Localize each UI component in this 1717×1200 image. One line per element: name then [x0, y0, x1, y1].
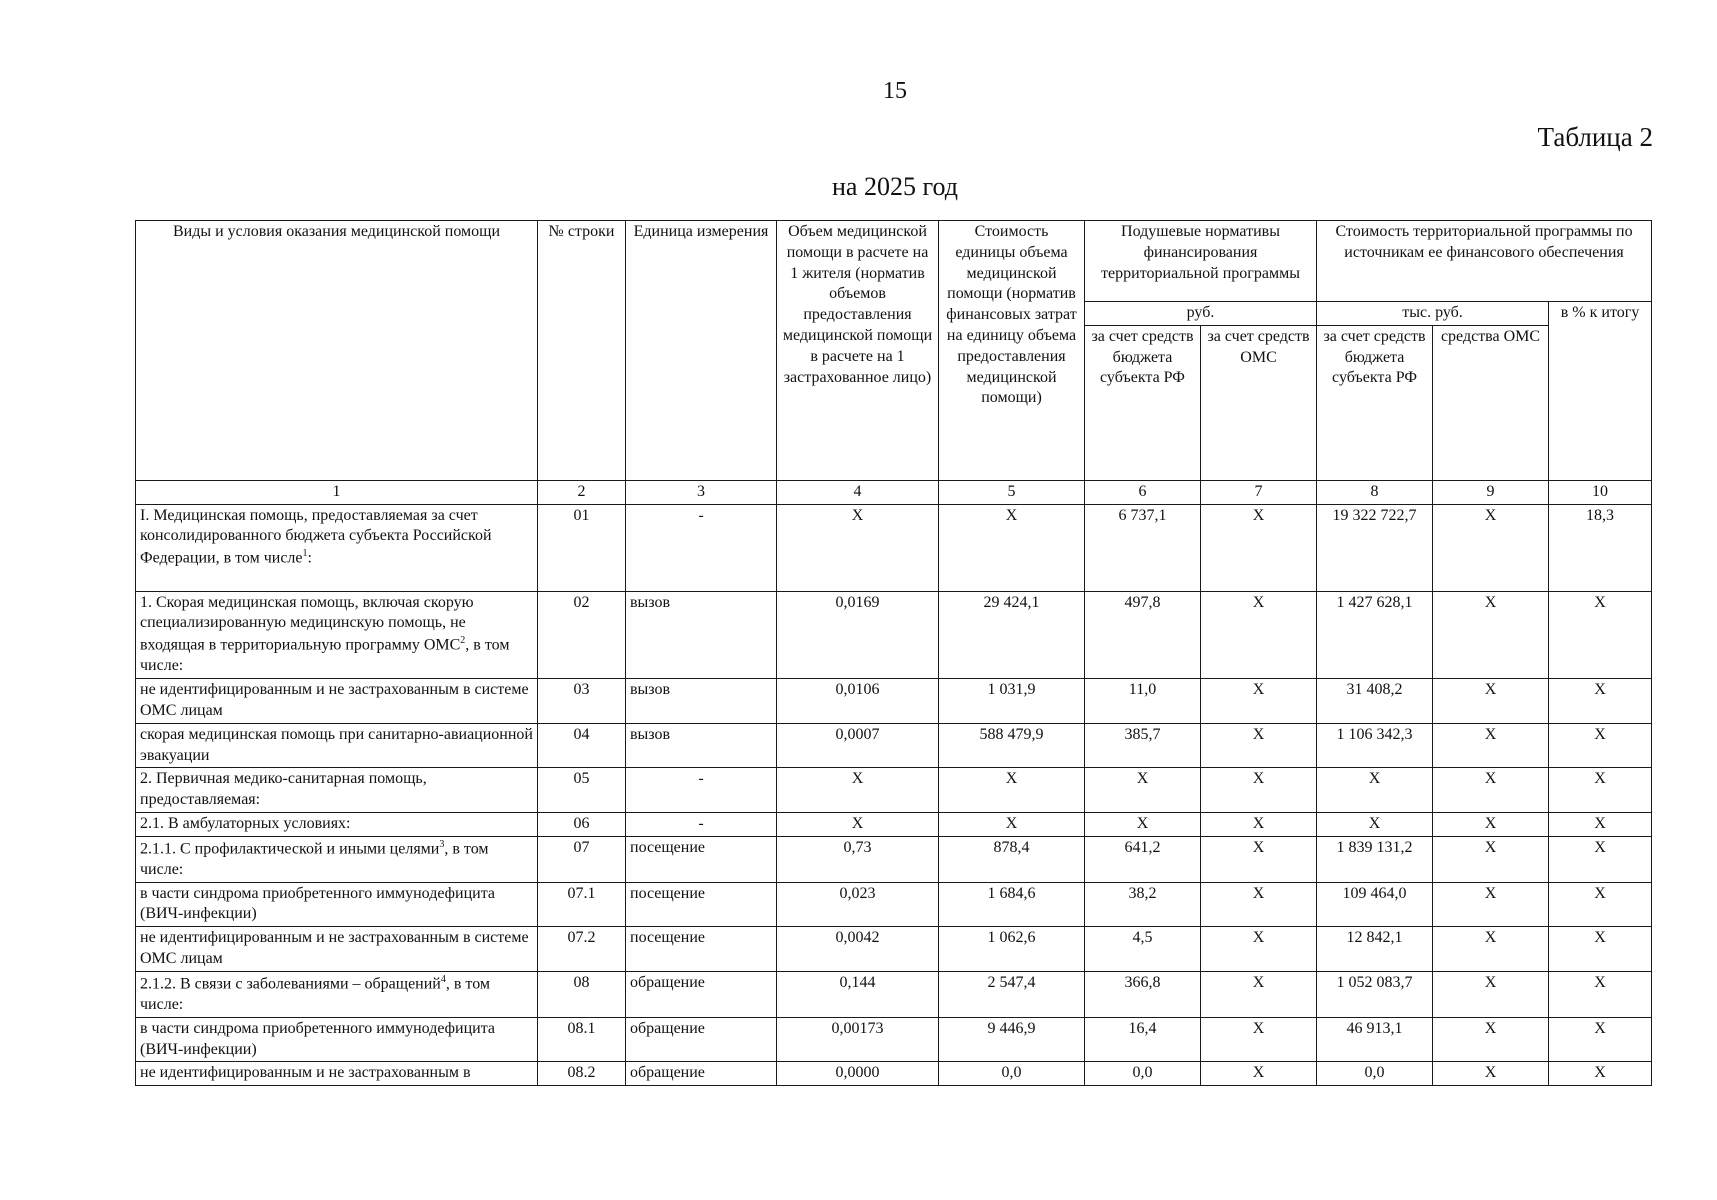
row-number: 07.2 [538, 927, 626, 972]
cell-percent: X [1549, 971, 1652, 1017]
cell-norm-oms: X [1201, 723, 1317, 768]
cell-cost-oms: X [1433, 723, 1549, 768]
cell-volume: 0,00173 [777, 1017, 939, 1062]
cell-percent: X [1549, 882, 1652, 927]
cell-norm-budget: 6 737,1 [1085, 504, 1201, 591]
cell-norm-budget: 366,8 [1085, 971, 1201, 1017]
cell-cost-budget: 0,0 [1317, 1062, 1433, 1086]
cell-norm-oms: X [1201, 768, 1317, 813]
row-name-tail: , в том числе: [140, 975, 491, 1013]
row-number: 08 [538, 971, 626, 1017]
row-number: 08.2 [538, 1062, 626, 1086]
header-row-number: № строки [538, 221, 626, 481]
cell-volume: 0,0007 [777, 723, 939, 768]
cell-cost-oms: X [1433, 1062, 1549, 1086]
row-name [136, 1062, 538, 1086]
header-rub: руб. [1085, 302, 1317, 326]
row-unit: посещение [626, 927, 777, 972]
cell-cost-budget: 31 408,2 [1317, 679, 1433, 724]
cell-unit-cost: X [939, 768, 1085, 813]
cell-volume: 0,73 [777, 836, 939, 882]
row-unit: обращение [626, 1017, 777, 1062]
cell-unit-cost: 1 062,6 [939, 927, 1085, 972]
cell-norm-oms: X [1201, 927, 1317, 972]
row-name-text: не идентифицированным и не застрахованным в системе ОМС лицам [140, 929, 529, 967]
header-percent-total: в % к итогу [1549, 302, 1652, 481]
table-row [136, 882, 1652, 927]
cell-cost-oms: X [1433, 1017, 1549, 1062]
cell-cost-budget: 19 322 722,7 [1317, 504, 1433, 591]
cell-unit-cost: 878,4 [939, 836, 1085, 882]
header-volume: Объем медицинской помощи в расчете на 1 жителя (норматив объемов предоставления медицинской помощи в расчете на 1 застрахованное лицо) [777, 221, 939, 481]
cell-unit-cost: 1 684,6 [939, 882, 1085, 927]
row-name [136, 591, 538, 679]
cell-norm-oms: X [1201, 971, 1317, 1017]
row-number: 07.1 [538, 882, 626, 927]
cell-unit-cost: X [939, 504, 1085, 591]
row-name [136, 927, 538, 972]
cell-norm-oms: X [1201, 504, 1317, 591]
table-body [136, 504, 1652, 1086]
row-name-tail: , в том числе: [140, 636, 510, 675]
cell-cost-oms: X [1433, 836, 1549, 882]
cell-volume: 0,144 [777, 971, 939, 1017]
cell-norm-oms: X [1201, 836, 1317, 882]
row-name [136, 504, 538, 591]
row-number: 04 [538, 723, 626, 768]
row-name-text: в части синдрома приобретенного иммунодефицита (ВИЧ-инфекции) [140, 884, 495, 923]
cell-percent: X [1549, 768, 1652, 813]
cell-cost-budget: 46 913,1 [1317, 1017, 1433, 1062]
cell-cost-budget: X [1317, 812, 1433, 836]
row-name-text: 2.1.1. С профилактической и иными целями [140, 840, 440, 858]
row-name-text: скорая медицинская помощь при санитарно-авиационной эвакуации [140, 725, 533, 764]
column-number-3: 3 [626, 480, 777, 504]
table-row [136, 812, 1652, 836]
data-table [135, 220, 1652, 1086]
cell-percent: X [1549, 1017, 1652, 1062]
cell-volume: X [777, 504, 939, 591]
table-row [136, 836, 1652, 882]
row-unit: - [626, 812, 777, 836]
table-row [136, 679, 1652, 724]
cell-norm-oms: X [1201, 812, 1317, 836]
cell-norm-budget: 497,8 [1085, 591, 1201, 679]
row-name [136, 768, 538, 813]
row-name [136, 971, 538, 1017]
column-number-2: 2 [538, 480, 626, 504]
cell-cost-budget: 1 427 628,1 [1317, 591, 1433, 679]
cell-norm-budget: 4,5 [1085, 927, 1201, 972]
cell-unit-cost: X [939, 812, 1085, 836]
cell-volume: X [777, 768, 939, 813]
cell-percent: X [1549, 836, 1652, 882]
column-number-row [136, 480, 1652, 504]
cell-cost-oms: X [1433, 927, 1549, 972]
row-name [136, 679, 538, 724]
cell-cost-oms: X [1433, 591, 1549, 679]
row-name-text: 1. Скорая медицинская помощь, включая скорую специализированную медицинскую помощь, не входящая в территориальную программу ОМС [140, 593, 474, 654]
row-name-text: в части синдрома приобретенного иммунодефицита (ВИЧ-инфекции) [140, 1019, 495, 1058]
row-unit: обращение [626, 971, 777, 1017]
row-unit: - [626, 504, 777, 591]
cell-unit-cost: 1 031,9 [939, 679, 1085, 724]
column-number-5: 5 [939, 480, 1085, 504]
row-unit: вызов [626, 679, 777, 724]
cell-cost-oms: X [1433, 504, 1549, 591]
footnote-ref: 2 [460, 635, 466, 647]
cell-volume: 0,0106 [777, 679, 939, 724]
row-name-text: 2.1.2. В связи с заболеваниями – обращений [140, 975, 441, 993]
table-row [136, 768, 1652, 813]
cell-cost-budget: 1 052 083,7 [1317, 971, 1433, 1017]
row-name-text: 2.1. В амбулаторных условиях: [140, 814, 351, 832]
row-unit: посещение [626, 882, 777, 927]
row-unit: посещение [626, 836, 777, 882]
cell-norm-budget: 38,2 [1085, 882, 1201, 927]
cell-cost-budget: 109 464,0 [1317, 882, 1433, 927]
column-number-10: 10 [1549, 480, 1652, 504]
row-name [136, 1017, 538, 1062]
column-number-9: 9 [1433, 480, 1549, 504]
cell-cost-oms: X [1433, 812, 1549, 836]
cell-unit-cost: 29 424,1 [939, 591, 1085, 679]
cell-unit-cost: 588 479,9 [939, 723, 1085, 768]
cell-cost-oms: X [1433, 679, 1549, 724]
cell-unit-cost: 2 547,4 [939, 971, 1085, 1017]
cell-norm-budget: 641,2 [1085, 836, 1201, 882]
row-name [136, 836, 538, 882]
cell-cost-budget: 12 842,1 [1317, 927, 1433, 972]
row-number: 07 [538, 836, 626, 882]
table-row [136, 591, 1652, 679]
cell-percent: X [1549, 679, 1652, 724]
cell-norm-oms: X [1201, 1062, 1317, 1086]
cell-percent: X [1549, 723, 1652, 768]
row-number: 02 [538, 591, 626, 679]
row-name [136, 812, 538, 836]
cell-percent: X [1549, 1062, 1652, 1086]
row-number: 01 [538, 504, 626, 591]
row-name-text: I. Медицинская помощь, предоставляемая за счет консолидированного бюджета субъекта Российской Федерации, в том числе [140, 506, 492, 567]
cell-cost-budget: 1 106 342,3 [1317, 723, 1433, 768]
column-number-4: 4 [777, 480, 939, 504]
cell-volume: X [777, 812, 939, 836]
cell-norm-budget: 385,7 [1085, 723, 1201, 768]
table-heading: на 2025 год [832, 172, 958, 201]
row-name-text: не идентифицированным и не застрахованным в [140, 1064, 471, 1082]
cell-volume: 0,0169 [777, 591, 939, 679]
footnote-ref: 1 [302, 548, 308, 560]
column-number-7: 7 [1201, 480, 1317, 504]
table-row [136, 1017, 1652, 1062]
row-number: 06 [538, 812, 626, 836]
row-number: 05 [538, 768, 626, 813]
cell-norm-oms: X [1201, 1017, 1317, 1062]
cell-cost-oms: X [1433, 971, 1549, 1017]
header-kinds: Виды и условия оказания медицинской помощи [136, 221, 538, 481]
header-col7-oms: за счет средств ОМС [1201, 325, 1317, 480]
cell-norm-oms: X [1201, 591, 1317, 679]
cell-norm-budget: 16,4 [1085, 1017, 1201, 1062]
cell-volume: 0,0042 [777, 927, 939, 972]
row-unit: вызов [626, 723, 777, 768]
column-number-6: 6 [1085, 480, 1201, 504]
row-unit: вызов [626, 591, 777, 679]
cell-norm-budget: 0,0 [1085, 1062, 1201, 1086]
cell-norm-oms: X [1201, 882, 1317, 927]
header-col6-budget: за счет средств бюджета субъекта РФ [1085, 325, 1201, 480]
column-number-1: 1 [136, 480, 538, 504]
header-col9-oms: средства ОМС [1433, 325, 1549, 480]
header-unit: Единица измерения [626, 221, 777, 481]
cell-cost-budget: X [1317, 768, 1433, 813]
table-row [136, 504, 1652, 591]
row-name-text: 2. Первичная медико-санитарная помощь, предоставляемая: [140, 770, 427, 809]
row-unit: - [626, 768, 777, 813]
cell-percent: X [1549, 812, 1652, 836]
page-number: 15 [883, 78, 907, 104]
table-label: Таблица 2 [1537, 122, 1653, 152]
header-thous-rub: тыс. руб. [1317, 302, 1549, 326]
cell-volume: 0,0000 [777, 1062, 939, 1086]
cell-unit-cost: 9 446,9 [939, 1017, 1085, 1062]
cell-percent: X [1549, 591, 1652, 679]
cell-norm-budget: 11,0 [1085, 679, 1201, 724]
cell-cost-oms: X [1433, 768, 1549, 813]
table-row [136, 1062, 1652, 1086]
cell-percent: 18,3 [1549, 504, 1652, 591]
column-number-8: 8 [1317, 480, 1433, 504]
row-name-tail: : [307, 549, 312, 567]
table-row [136, 971, 1652, 1017]
row-name-text: не идентифицированным и не застрахованным в системе ОМС лицам [140, 681, 529, 719]
header-program-cost: Стоимость территориальной программы по источникам ее финансового обеспечения [1317, 221, 1652, 302]
row-number: 03 [538, 679, 626, 724]
row-number: 08.1 [538, 1017, 626, 1062]
cell-cost-oms: X [1433, 882, 1549, 927]
cell-unit-cost: 0,0 [939, 1062, 1085, 1086]
header-per-capita-norms: Подушевые нормативы финансирования территориальной программы [1085, 221, 1317, 302]
row-name [136, 723, 538, 768]
cell-volume: 0,023 [777, 882, 939, 927]
cell-percent: X [1549, 927, 1652, 972]
cell-norm-oms: X [1201, 679, 1317, 724]
footnote-ref: 4 [440, 973, 446, 985]
row-name-tail: , в том числе: [140, 840, 489, 878]
header-unit-cost: Стоимость единицы объема медицинской помощи (норматив финансовых затрат на единицу объема предоставления медицинской помощи) [939, 221, 1085, 481]
row-unit: обращение [626, 1062, 777, 1086]
table-row [136, 723, 1652, 768]
cell-norm-budget: X [1085, 768, 1201, 813]
footnote-ref: 3 [439, 838, 445, 850]
row-name [136, 882, 538, 927]
cell-norm-budget: X [1085, 812, 1201, 836]
header-col8-budget: за счет средств бюджета субъекта РФ [1317, 325, 1433, 480]
cell-cost-budget: 1 839 131,2 [1317, 836, 1433, 882]
table-row [136, 927, 1652, 972]
